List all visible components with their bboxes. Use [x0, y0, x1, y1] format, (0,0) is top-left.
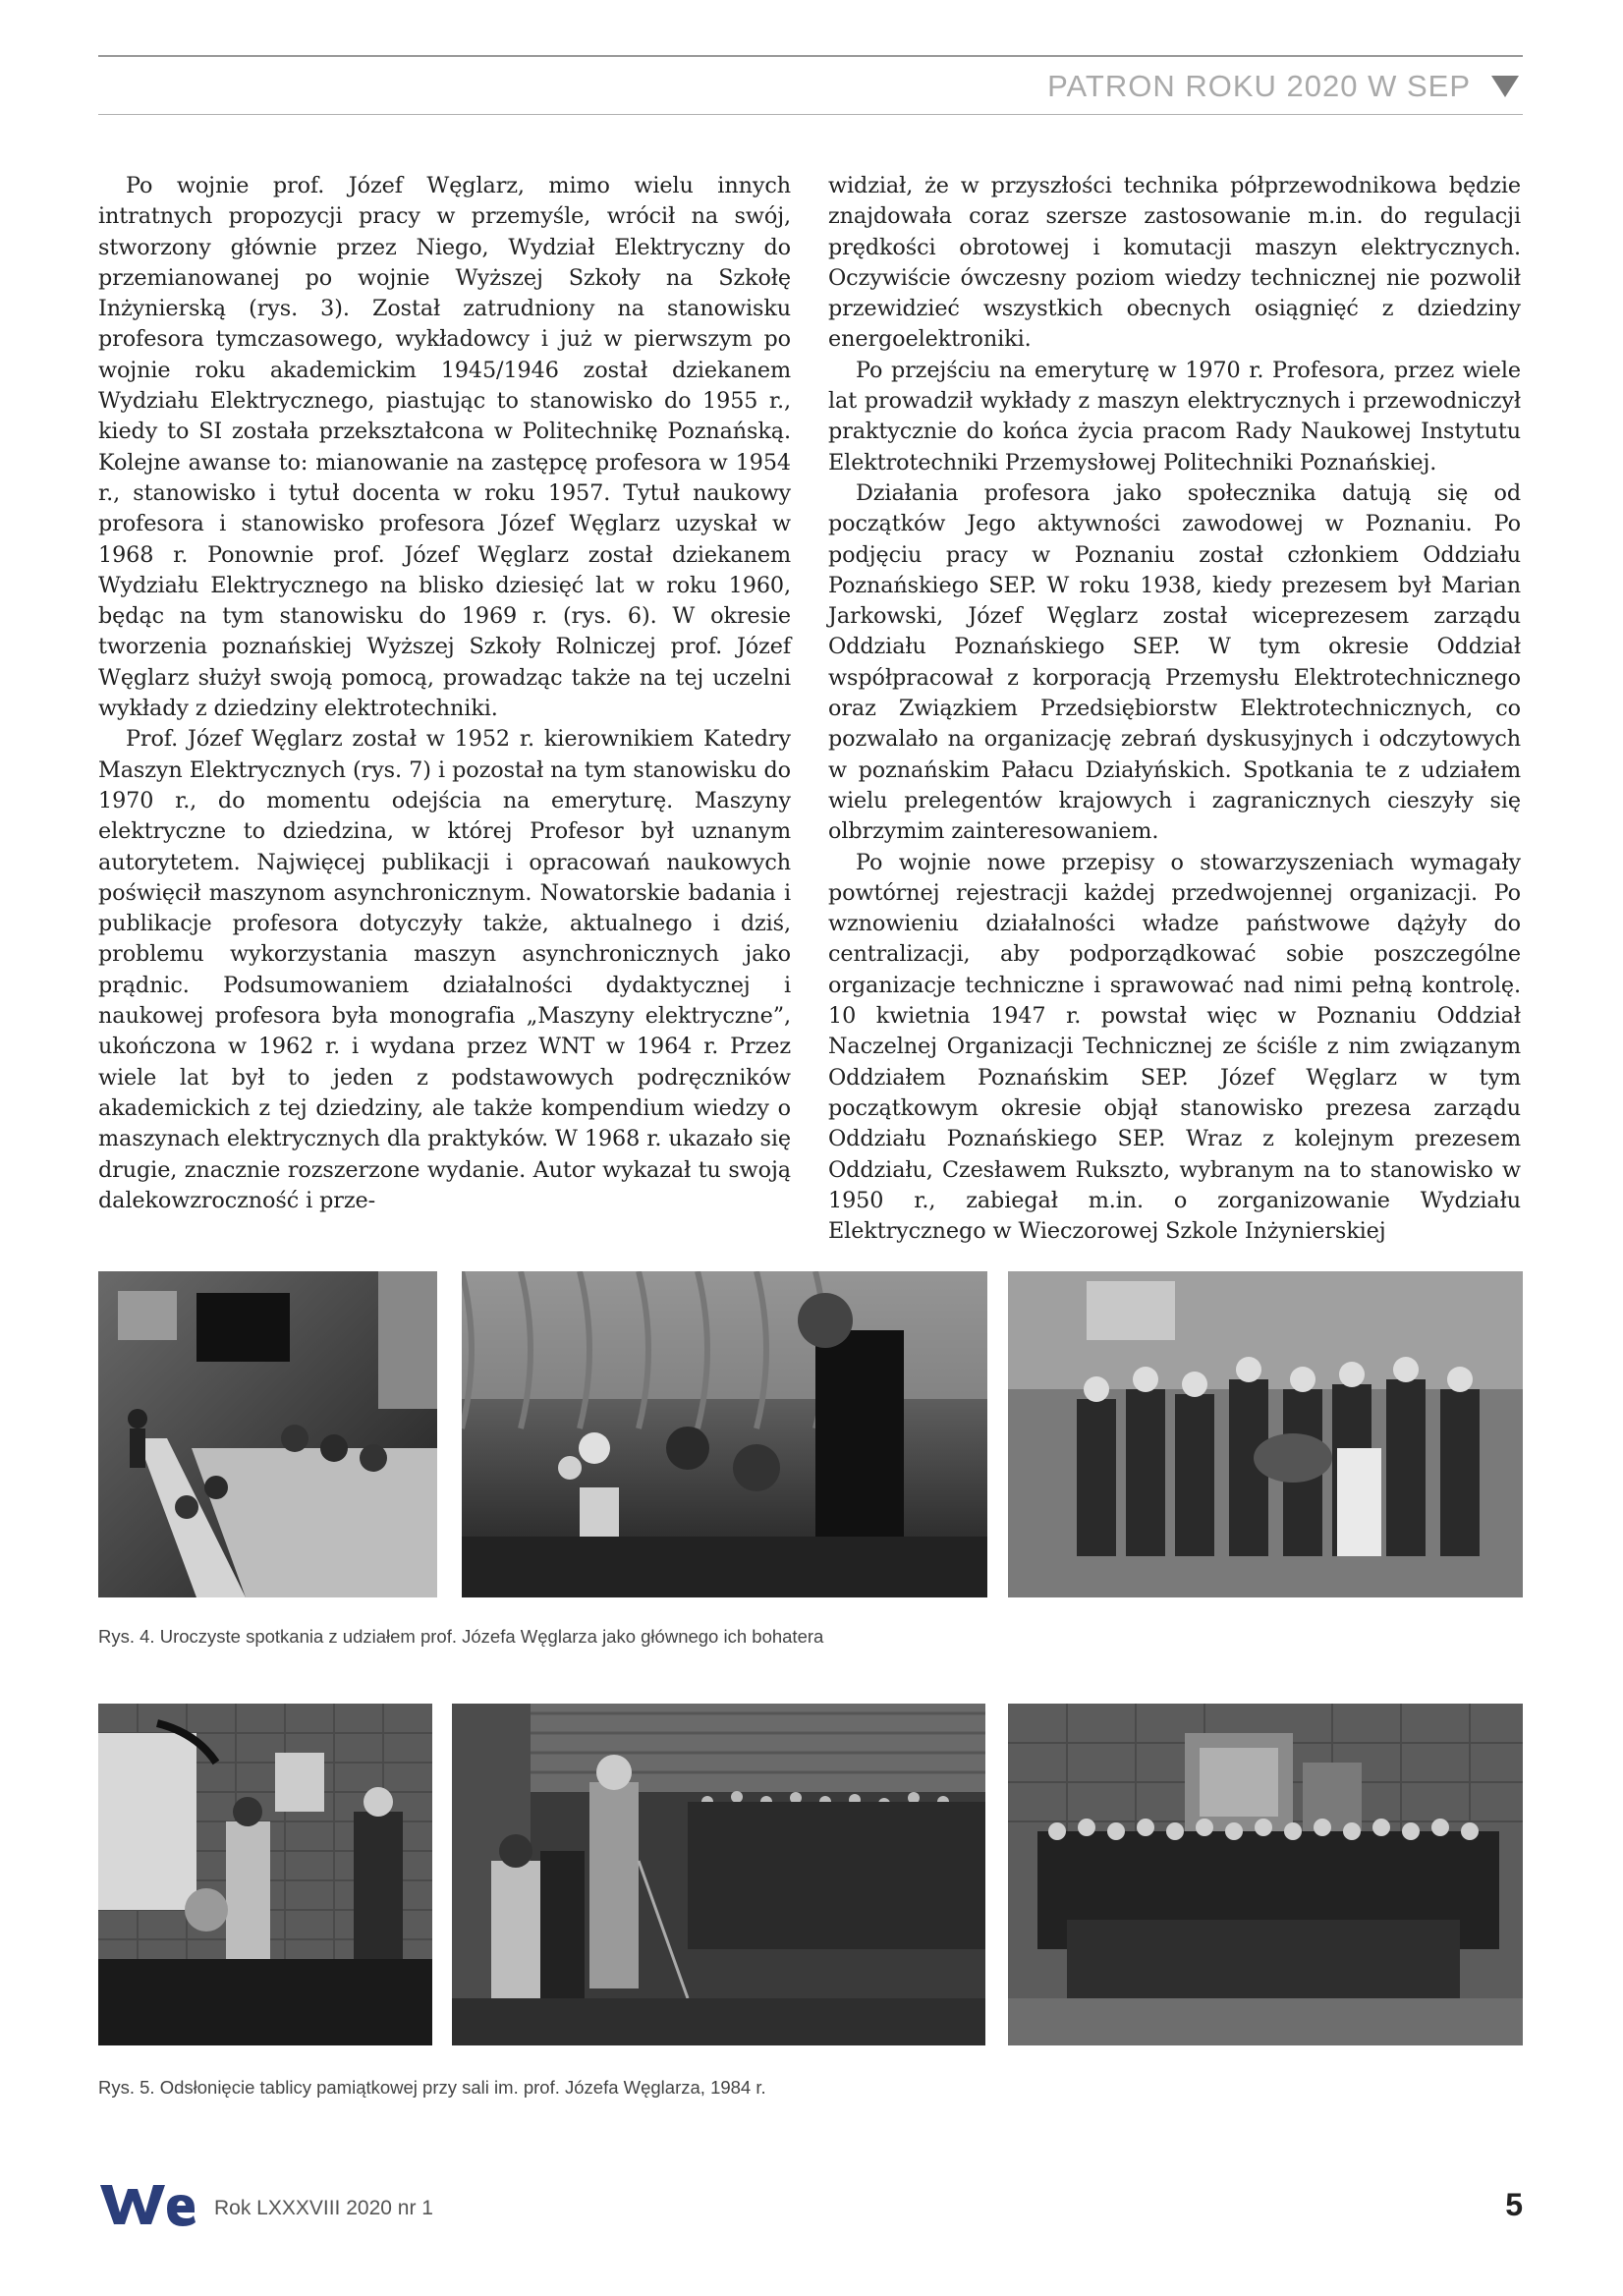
issue-label: Rok LXXXVIII 2020 nr 1 [214, 2197, 433, 2219]
header-rule-bottom [98, 114, 1523, 115]
photo-plaque-unveiling [98, 1704, 432, 2045]
paragraph: Działania profesora jako społecznika datują się od początków Jego aktywności zawodowej w Poznaniu. Po podjęciu pracy w Poznaniu został członkiem Oddziału Poznańskiego SEP. W roku 1938, kiedy prezesem był Marian Jarkowski, Józef Węglarz został wiceprezesem zarządu Oddziału Poznańskiego SEP. W tym okresie Oddział współpracował z korporacją Przemysłu Elektrotechnicznego oraz Związkiem Przedsiębiorstw Elektrotechnicznych, co pozwalało na organizację zebrań dyskusyjnych i odczytowych w poznańskim Pałacu Działyńskich. Spotkania te z udziałem wielu prelegentów krajowych i zagranicznych cieszyły się olbrzymim zainteresowaniem. [828, 479, 1521, 845]
triangle-down-icon [1491, 76, 1519, 97]
paragraph: Po wojnie prof. Józef Węglarz, mimo wielu innych intratnych propozycji pracy w przemyśle, wrócił na swój, stworzony głównie przez Niego, Wydział Elektryczny do przemianowanej po wojnie Wyższej Szkoły na Szkołę Inżynierską (rys. 3). Został zatrudniony na stanowisku profesora tymczasowego, wykładowcy i już w pierwszym po wojnie roku akademickim 1945/1946 został dziekanem Wydziału Elektrycznego, piastując to stanowisko do 1955 r., kiedy to SI została przekształcona w Politechnikę Poznańską. Kolejne awanse to: mianowanie na zastępcę profesora w 1954 r., stanowisko i tytuł docenta w roku 1957. Tytuł naukowy profesora i stanowisko profesora Józef Węglarz uzyskał w 1968 r. Ponownie prof. Józef Węglarz został dziekanem Wydziału Elektrycznego na blisko dziesięć lat w roku 1960, będąc na tym stanowisku do 1969 r. (rys. 6). W okresie tworzenia poznańskiej Wyższej Szkoły Rolniczej prof. Józef Węglarz służył swoją pomocą, prowadząc także na tej uczelni wykłady z dziedziny elektrotechniki. [98, 173, 791, 722]
photo-dinner-toast [462, 1271, 987, 1597]
paragraph: Prof. Józef Węglarz został w 1952 r. kierownikiem Katedry Maszyn Elektrycznych (rys. 7) i pozostał na tym stanowisku do 1970 r., do momentu odejścia na emeryturę. Maszyny elektryczne to dziedzina, w której Profesor był uznanym autorytetem. Najwięcej publikacji i opracowań naukowych poświęcił maszynom asynchronicznym. Nowatorskie badania i publikacje profesora dotyczyły także, aktualnego i dziś, problemu wykorzystania maszyn asynchronicznych jako prądnic. Podsumowaniem działalności dydaktycznej i naukowej profesora była monografia „Maszyny elektryczne”, ukończona w 1962 r. i wydana przez WNT w 1964 r. Przez wiele lat był to jeden z podstawowych podręczników akademickich z tej dziedziny, ale także kompendium wiedzy o maszynach elektrycznych dla praktyków. W 1968 r. ukazało się drugie, znacznie rozszerzone wydanie. Autor wykazał tu swoją dalekowzroczność i prze- [98, 726, 791, 1213]
running-header: PATRON ROKU 2020 W SEP [1047, 69, 1471, 103]
photo-group-portrait [1008, 1704, 1523, 2045]
header-rule-top [98, 55, 1523, 57]
text-column-left [98, 171, 791, 1216]
we-logo [98, 2179, 196, 2230]
paragraph: Po przejściu na emeryturę w 1970 r. Profesora, przez wiele lat prowadził wykłady z maszyn elektrycznych i przewodniczył praktycznie do końca życia pracom Rady Naukowej Instytutu Elektrotechniki Przemysłowej Politechniki Poznańskiej. [828, 357, 1521, 476]
text-column-right [828, 171, 1521, 1247]
paragraph: Po wojnie nowe przepisy o stowarzyszeniach wymagały powtórnej rejestracji każdej przedwojennej organizacji. Po wznowieniu działalności władze państwowe dążyły do centralizacji, aby podporządkować sobie poszczególne organizacje techniczne i sprawować nad nimi pełną kontrolę. 10 kwietnia 1947 r. powstał więc w Poznaniu Oddział Naczelnej Organizacji Technicznej ze ściśle z nim związanym Oddziałem Poznańskim SEP. Józef Węglarz w tym początkowym okresie objął stanowisko prezesa zarządu Oddziału Poznańskiego SEP. Wraz z kolejnym prezesem Oddziału, Czesławem Rukszto, wybranym na to stanowisko w 1950 r., zabiegał m.in. o zorganizowanie Wydziału Elektrycznego w Wieczorowej Szkole Inżynierskiej [828, 849, 1521, 1245]
photo-group-with-flowers [1008, 1271, 1523, 1597]
photo-speech-crowd [452, 1704, 985, 2045]
page-number: 5 [1505, 2187, 1523, 2222]
figure-5-caption: Rys. 5. Odsłonięcie tablicy pamiątkowej przy sali im. prof. Józefa Węglarza, 1984 r. [98, 2077, 766, 2098]
figure-4-caption: Rys. 4. Uroczyste spotkania z udziałem prof. Józefa Węglarza jako głównego ich bohatera [98, 1626, 824, 1647]
photo-lecture-hall-banquet [98, 1271, 437, 1597]
paragraph: widział, że w przyszłości technika półprzewodnikowa będzie znajdowała coraz szersze zastosowanie m.in. do regulacji prędkości obrotowej i komutacji maszyn elektrycznych. Oczywiście ówczesny poziom wiedzy technicznej nie pozwolił przewidzieć wszystkich obecnych osiągnięć z dziedziny energoelektroniki. [828, 173, 1521, 353]
